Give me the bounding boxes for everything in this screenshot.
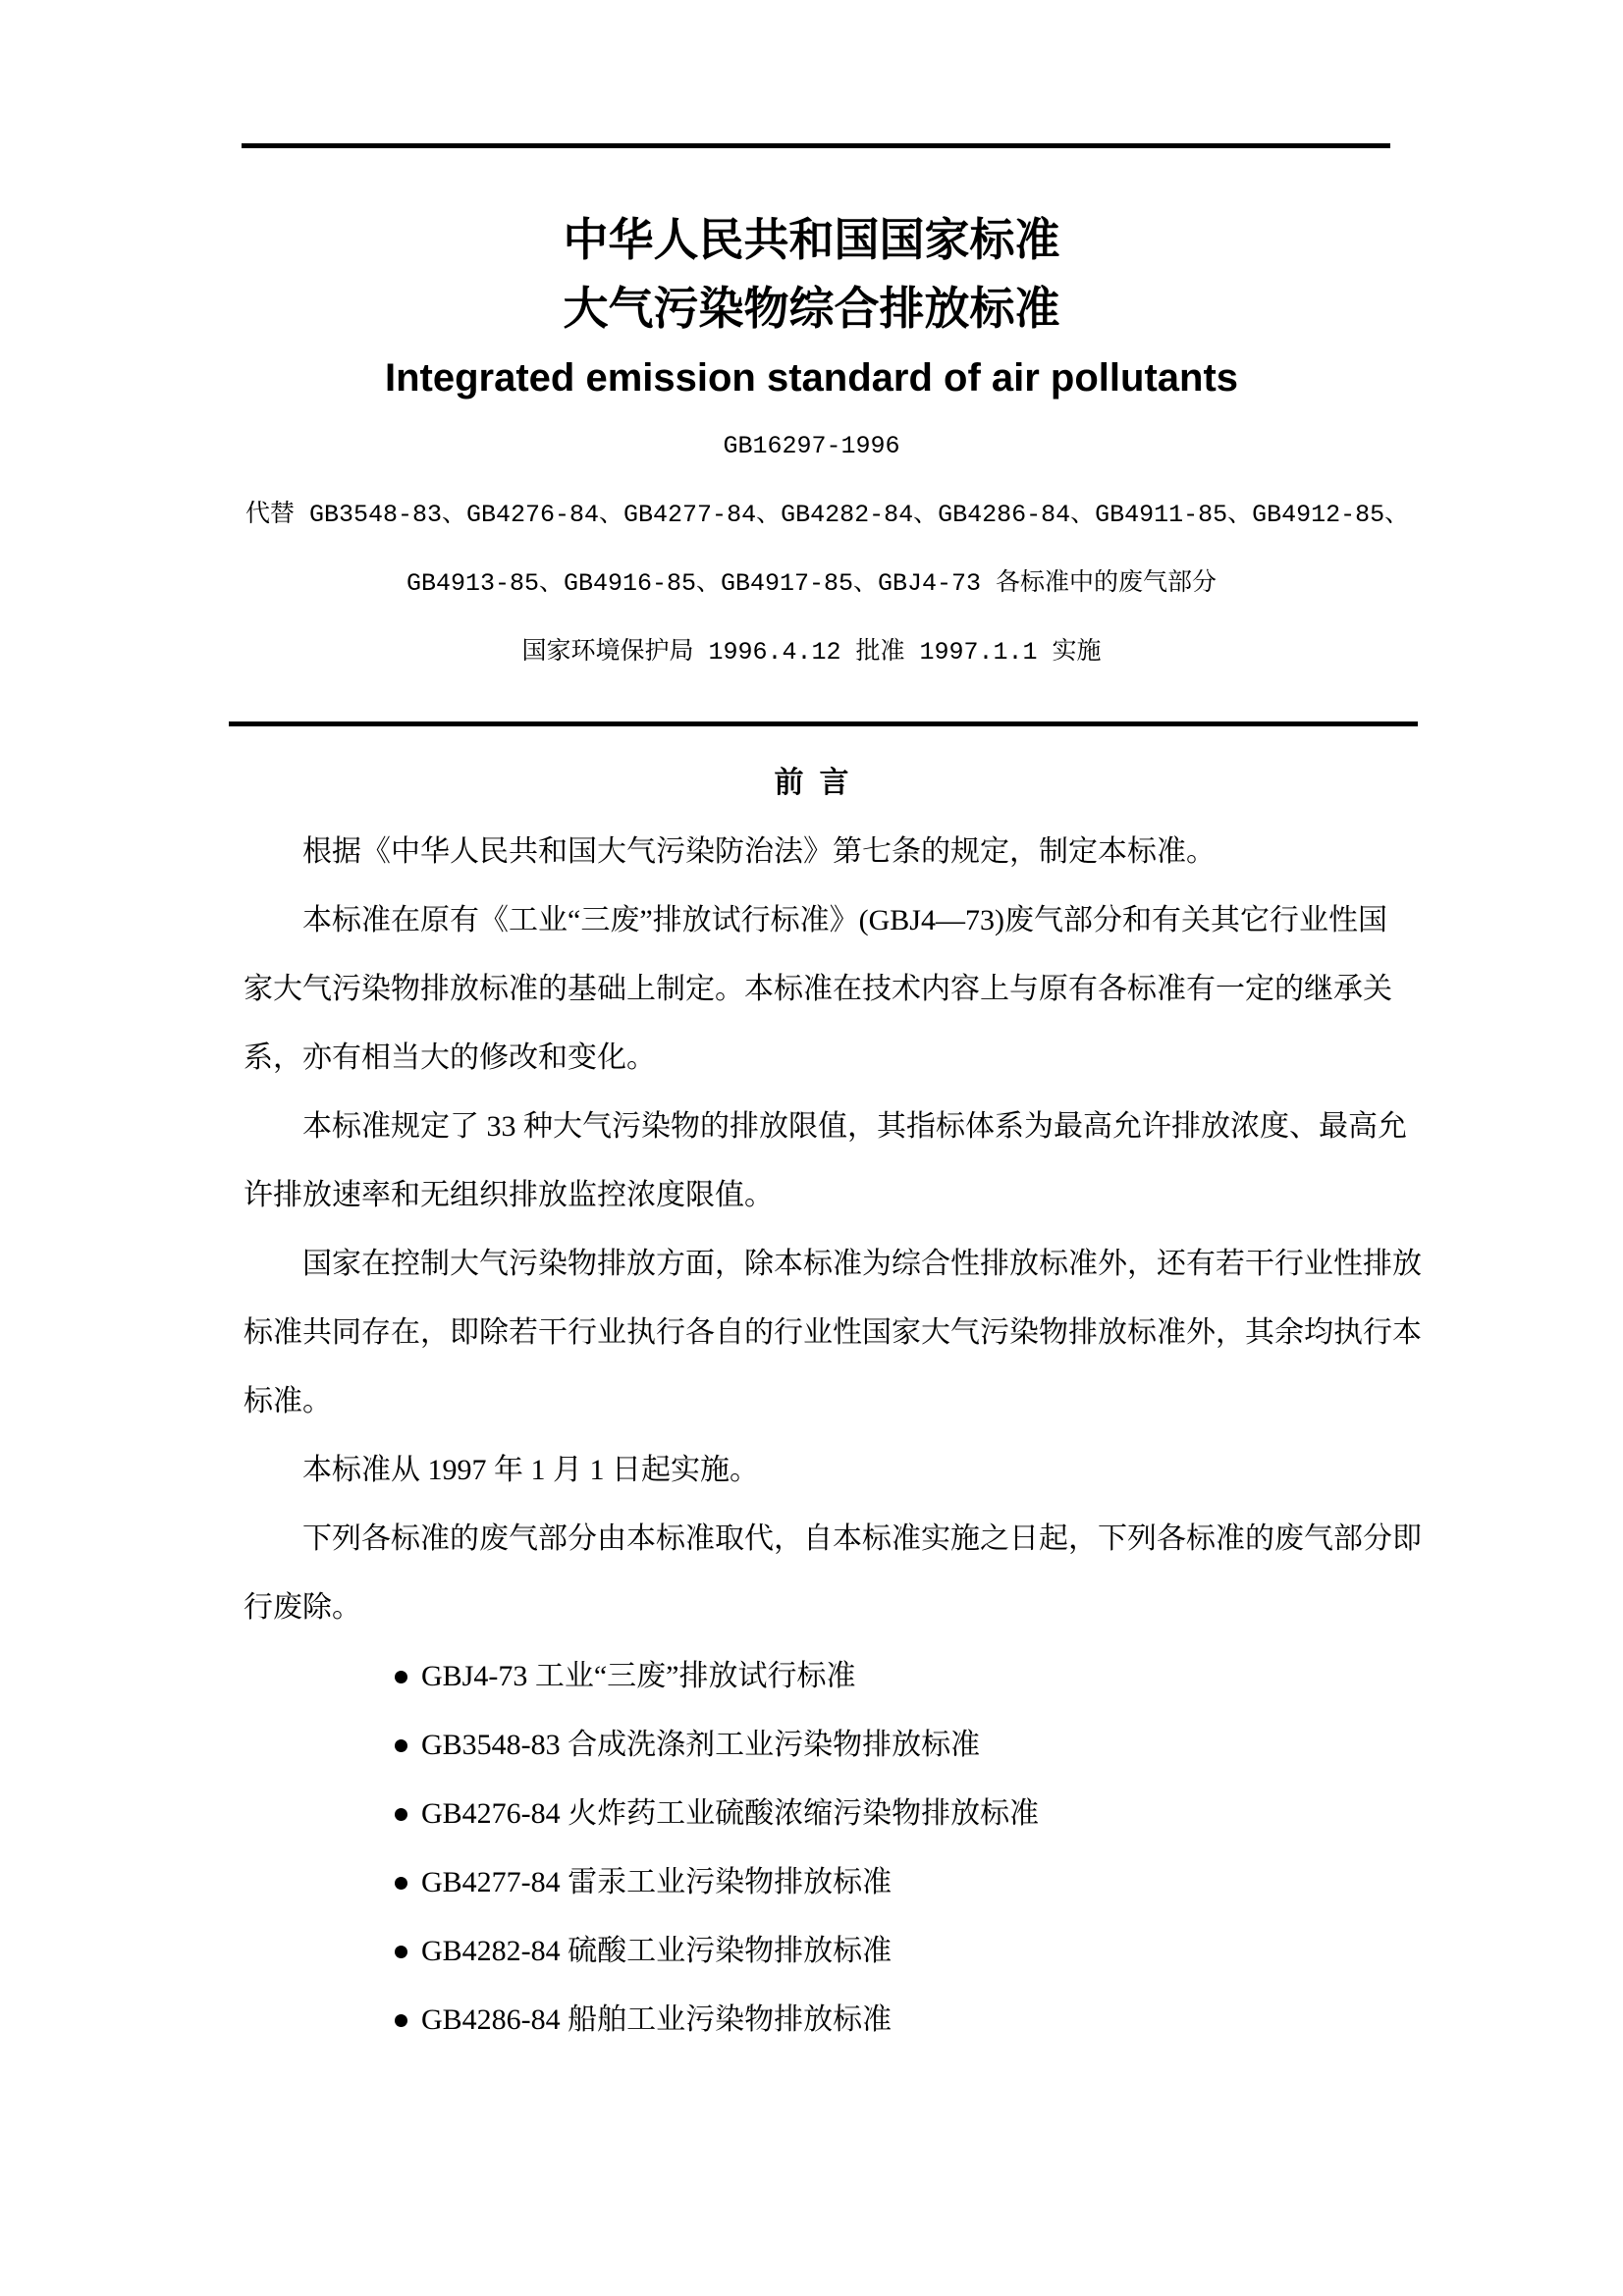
superseded-standard-item — [395, 1642, 855, 1711]
bullet-icon — [395, 1808, 407, 1821]
foreword-line: 许排放速率和无组织排放监控浓度限值。 — [243, 1179, 774, 1211]
bullet-icon — [395, 2014, 407, 2027]
superseded-standard-text: GB4282-84 硫酸工业污染物排放标准 — [421, 1935, 893, 1967]
bullet-icon — [395, 1739, 407, 1752]
superseded-standard-item — [395, 1711, 980, 1780]
title-cn-line2: 大气污染物综合排放标准 — [563, 284, 1060, 334]
foreword-line: 本标准规定了 33 种大气污染物的排放限值，其指标体系为最高允许排放浓度、最高允 — [302, 1110, 1407, 1143]
foreword-line: 标准共同存在，即除若干行业执行各自的行业性国家大气污染物排放标准外，其余均执行本 — [243, 1316, 1422, 1349]
superseded-standard-text: GBJ4-73 工业“三废”排放试行标准 — [421, 1660, 856, 1692]
foreword-line: 标准。 — [243, 1385, 332, 1417]
foreword-line: 系，亦有相当大的修改和变化。 — [243, 1041, 656, 1074]
bullet-icon — [395, 1946, 407, 1958]
replaces-line-2: GB4913-85、GB4916-85、GB4917-85、GBJ4-73 各标准中的废气部分 — [406, 569, 1217, 598]
title-en: Integrated emission standard of air pollutants — [384, 356, 1239, 400]
foreword-line: 下列各标准的废气部分由本标准取代，自本标准实施之日起，下列各标准的废气部分即 — [302, 1522, 1422, 1555]
foreword-line: 本标准从 1997 年 1 月 1 日起实施。 — [302, 1454, 759, 1486]
superseded-standard-item — [395, 1848, 892, 1917]
superseded-standard-text: GB4286-84 船舶工业污染物排放标准 — [421, 2003, 893, 2036]
divider-rule — [229, 721, 1418, 726]
superseded-standard-item — [395, 1780, 1039, 1848]
foreword-line: 根据《中华人民共和国大气污染防治法》第七条的规定，制定本标准。 — [302, 835, 1216, 868]
superseded-standard-text: GB3548-83 合成洗涤剂工业污染物排放标准 — [421, 1729, 981, 1761]
superseded-standard-text: GB4276-84 火炸药工业硫酸浓缩污染物排放标准 — [421, 1797, 1040, 1830]
standard-code: GB16297-1996 — [723, 432, 900, 460]
top-rule — [242, 143, 1390, 148]
foreword-heading: 前言 — [774, 767, 865, 799]
bullet-icon — [395, 1877, 407, 1890]
superseded-standard-item — [395, 1917, 892, 1986]
foreword-line: 国家在控制大气污染物排放方面，除本标准为综合性排放标准外，还有若干行业性排放 — [302, 1248, 1422, 1280]
bullet-icon — [395, 1671, 407, 1683]
foreword-line: 本标准在原有《工业“三废”排放试行标准》(GBJ4—73)废气部分和有关其它行业性国 — [302, 904, 1387, 936]
foreword-line: 行废除。 — [243, 1591, 361, 1624]
title-cn-line1: 中华人民共和国国家标准 — [563, 215, 1060, 265]
superseded-standard-item — [395, 1986, 892, 2055]
foreword-line: 家大气污染物排放标准的基础上制定。本标准在技术内容上与原有各标准有一定的继承关 — [243, 973, 1392, 1005]
replaces-line-1: 代替 GB3548-83、GB4276-84、GB4277-84、GB4282-84、GB4286-84、GB4911-85、GB4912-85、 — [245, 501, 1410, 529]
approval-line: 国家环境保护局 1996.4.12 批准 1997.1.1 实施 — [521, 638, 1102, 667]
superseded-standard-text: GB4277-84 雷汞工业污染物排放标准 — [421, 1866, 893, 1898]
